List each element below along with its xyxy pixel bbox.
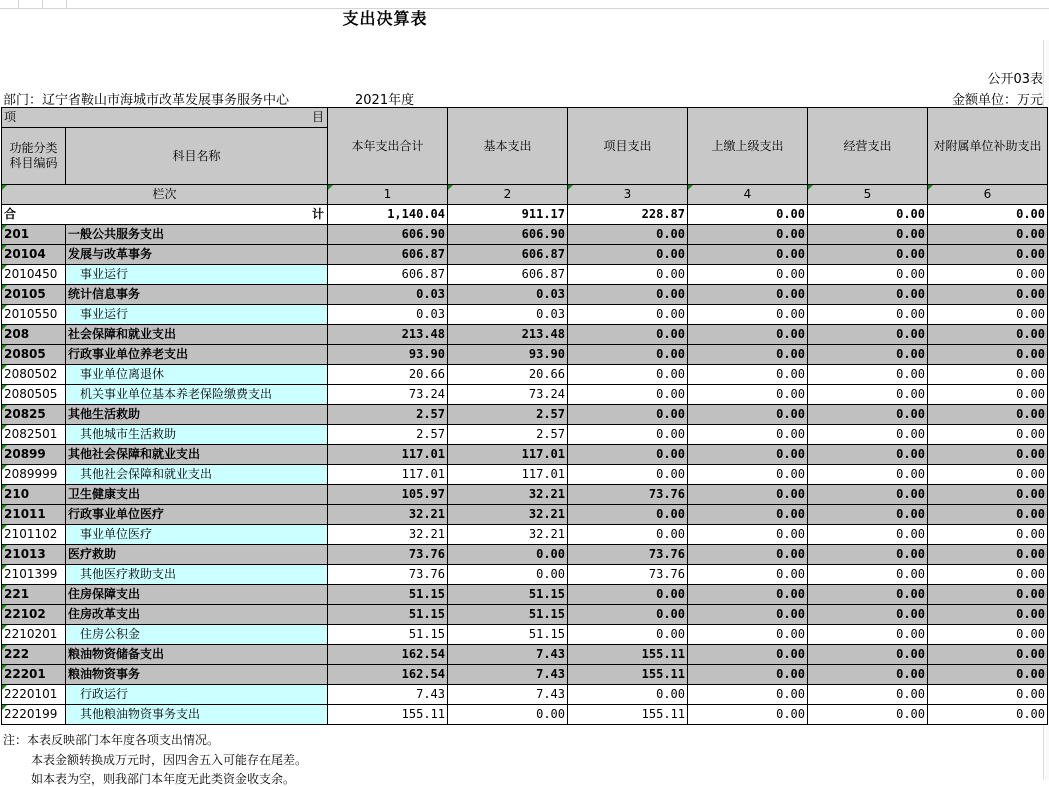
row-name[interactable]: 行政事业单位养老支出 bbox=[66, 345, 328, 365]
row-code[interactable]: 20899 bbox=[2, 445, 66, 465]
row-value[interactable]: 606.87 bbox=[448, 265, 568, 285]
row-value[interactable]: 0.00 bbox=[688, 245, 808, 265]
row-name[interactable]: 行政运行 bbox=[66, 685, 328, 705]
row-code[interactable]: 222 bbox=[2, 645, 66, 665]
table-row bbox=[2, 285, 1048, 305]
row-value[interactable]: 0.00 bbox=[688, 665, 808, 685]
table-row bbox=[2, 325, 1048, 345]
total-row bbox=[2, 205, 1048, 225]
row-value[interactable]: 0.00 bbox=[568, 305, 688, 325]
row-value[interactable]: 0.00 bbox=[688, 225, 808, 245]
table-row bbox=[2, 585, 1048, 605]
row-value[interactable]: 0.00 bbox=[808, 505, 928, 525]
row-value[interactable]: 32.21 bbox=[448, 505, 568, 525]
row-value[interactable]: 0.00 bbox=[568, 465, 688, 485]
row-code[interactable]: 2082501 bbox=[2, 425, 66, 445]
row-name[interactable]: 发展与改革事务 bbox=[66, 245, 328, 265]
row-value[interactable]: 0.00 bbox=[688, 385, 808, 405]
row-value[interactable]: 2.57 bbox=[448, 425, 568, 445]
row-value[interactable]: 51.15 bbox=[448, 605, 568, 625]
row-code[interactable]: 2080502 bbox=[2, 365, 66, 385]
row-value[interactable]: 0.00 bbox=[688, 685, 808, 705]
row-value[interactable]: 20.66 bbox=[328, 365, 448, 385]
row-value[interactable]: 0.00 bbox=[688, 325, 808, 345]
row-value[interactable]: 0.00 bbox=[568, 625, 688, 645]
seq-6: 6 bbox=[928, 185, 1048, 205]
row-value[interactable]: 0.00 bbox=[808, 685, 928, 705]
row-name[interactable]: 其他社会保障和就业支出 bbox=[66, 465, 328, 485]
row-code[interactable]: 2089999 bbox=[2, 465, 66, 485]
row-value[interactable]: 0.00 bbox=[808, 345, 928, 365]
row-value[interactable]: 606.87 bbox=[328, 245, 448, 265]
row-value[interactable]: 2.57 bbox=[328, 405, 448, 425]
table-row bbox=[2, 645, 1048, 665]
row-value[interactable]: 0.00 bbox=[808, 645, 928, 665]
row-value[interactable]: 0.00 bbox=[688, 365, 808, 385]
row-value[interactable]: 73.76 bbox=[328, 545, 448, 565]
row-value[interactable]: 0.00 bbox=[448, 565, 568, 585]
row-name[interactable]: 卫生健康支出 bbox=[66, 485, 328, 505]
table-number: 公开03表 bbox=[987, 72, 1043, 87]
table-row bbox=[2, 365, 1048, 385]
row-code[interactable]: 2220199 bbox=[2, 705, 66, 725]
row-code[interactable]: 20104 bbox=[2, 245, 66, 265]
row-value[interactable]: 32.21 bbox=[448, 485, 568, 505]
row-value[interactable]: 0.00 bbox=[808, 665, 928, 685]
unit-label: 金额单位：万元 bbox=[951, 93, 1043, 108]
row-code[interactable]: 2010550 bbox=[2, 305, 66, 325]
row-value[interactable]: 0.00 bbox=[808, 585, 928, 605]
row-code[interactable]: 2101102 bbox=[2, 525, 66, 545]
table-row bbox=[2, 385, 1048, 405]
table-row bbox=[2, 305, 1048, 325]
row-value[interactable]: 0.00 bbox=[568, 425, 688, 445]
row-value[interactable]: 73.24 bbox=[448, 385, 568, 405]
row-value[interactable]: 0.00 bbox=[928, 225, 1048, 245]
row-value[interactable]: 0.00 bbox=[688, 265, 808, 285]
row-value[interactable]: 7.43 bbox=[448, 665, 568, 685]
table-row bbox=[2, 705, 1048, 725]
row-value[interactable]: 73.76 bbox=[328, 565, 448, 585]
row-code[interactable]: 201 bbox=[2, 225, 66, 245]
row-value[interactable]: 0.00 bbox=[928, 665, 1048, 685]
row-name[interactable]: 其他社会保障和就业支出 bbox=[66, 445, 328, 465]
row-value[interactable]: 0.00 bbox=[928, 265, 1048, 285]
row-value[interactable]: 0.00 bbox=[928, 525, 1048, 545]
row-value[interactable]: 0.00 bbox=[928, 465, 1048, 485]
row-code[interactable]: 221 bbox=[2, 585, 66, 605]
header-item-cell bbox=[2, 108, 328, 128]
table-row bbox=[2, 505, 1048, 525]
row-value[interactable]: 2.57 bbox=[448, 405, 568, 425]
row-value[interactable]: 0.00 bbox=[808, 625, 928, 645]
row-value[interactable]: 0.00 bbox=[928, 305, 1048, 325]
row-value[interactable]: 0.00 bbox=[568, 285, 688, 305]
total-value[interactable]: 0.00 bbox=[688, 205, 808, 225]
row-code[interactable]: 22102 bbox=[2, 605, 66, 625]
row-code[interactable]: 2220101 bbox=[2, 685, 66, 705]
seq-4: 4 bbox=[688, 185, 808, 205]
row-code[interactable]: 20105 bbox=[2, 285, 66, 305]
row-code[interactable]: 2210201 bbox=[2, 625, 66, 645]
seq-2: 2 bbox=[448, 185, 568, 205]
table-row bbox=[2, 345, 1048, 365]
row-value[interactable]: 0.03 bbox=[448, 285, 568, 305]
row-name[interactable]: 统计信息事务 bbox=[66, 285, 328, 305]
row-value[interactable]: 0.00 bbox=[568, 365, 688, 385]
row-value[interactable]: 0.00 bbox=[568, 405, 688, 425]
header-name: 科目名称 bbox=[66, 128, 328, 185]
row-value[interactable]: 0.00 bbox=[808, 445, 928, 465]
row-value[interactable]: 0.00 bbox=[928, 565, 1048, 585]
row-code[interactable]: 21013 bbox=[2, 545, 66, 565]
department-label: 部门：辽宁省鞍山市海城市改革发展事务服务中心 bbox=[3, 93, 290, 108]
header-item-left: 项 bbox=[4, 110, 17, 124]
year-label: 2021年度 bbox=[355, 93, 415, 108]
row-value[interactable]: 0.00 bbox=[808, 545, 928, 565]
row-value[interactable]: 0.00 bbox=[808, 225, 928, 245]
seq-1: 1 bbox=[328, 185, 448, 205]
row-value[interactable]: 32.21 bbox=[328, 525, 448, 545]
row-value[interactable]: 162.54 bbox=[328, 665, 448, 685]
row-value[interactable]: 0.00 bbox=[928, 625, 1048, 645]
total-value[interactable]: 228.87 bbox=[568, 205, 688, 225]
note-3: 如本表为空，则我部门本年度无此类资金收支余。 bbox=[31, 772, 296, 786]
row-value[interactable]: 51.15 bbox=[448, 585, 568, 605]
row-value[interactable]: 0.00 bbox=[568, 265, 688, 285]
row-value[interactable]: 0.00 bbox=[808, 305, 928, 325]
row-value[interactable]: 155.11 bbox=[328, 705, 448, 725]
row-value[interactable]: 117.01 bbox=[448, 465, 568, 485]
table-row bbox=[2, 425, 1048, 445]
row-value[interactable]: 0.00 bbox=[808, 525, 928, 545]
row-value[interactable]: 0.00 bbox=[928, 705, 1048, 725]
row-value[interactable]: 0.00 bbox=[928, 285, 1048, 305]
row-value[interactable]: 0.00 bbox=[808, 405, 928, 425]
row-value[interactable]: 0.00 bbox=[688, 705, 808, 725]
table-row bbox=[2, 485, 1048, 505]
row-value[interactable]: 0.00 bbox=[928, 505, 1048, 525]
header-col-4: 上缴上级支出 bbox=[688, 108, 808, 185]
table-row bbox=[2, 405, 1048, 425]
header-col-6: 对附属单位补助支出 bbox=[928, 108, 1048, 185]
row-value[interactable]: 0.00 bbox=[928, 425, 1048, 445]
row-code[interactable]: 210 bbox=[2, 485, 66, 505]
row-value[interactable]: 0.00 bbox=[688, 345, 808, 365]
row-name[interactable]: 行政事业单位医疗 bbox=[66, 505, 328, 525]
table-row bbox=[2, 565, 1048, 585]
row-value[interactable]: 0.00 bbox=[568, 325, 688, 345]
row-value[interactable]: 2.57 bbox=[328, 425, 448, 445]
total-value[interactable]: 0.00 bbox=[808, 205, 928, 225]
row-value[interactable]: 0.00 bbox=[688, 585, 808, 605]
row-value[interactable]: 0.00 bbox=[808, 265, 928, 285]
row-value[interactable]: 0.00 bbox=[928, 485, 1048, 505]
row-value[interactable]: 606.87 bbox=[448, 245, 568, 265]
row-value[interactable]: 0.00 bbox=[808, 325, 928, 345]
row-value[interactable]: 0.00 bbox=[928, 545, 1048, 565]
row-value[interactable]: 0.00 bbox=[568, 245, 688, 265]
row-value[interactable]: 162.54 bbox=[328, 645, 448, 665]
row-name[interactable]: 机关事业单位基本养老保险缴费支出 bbox=[66, 385, 328, 405]
row-code[interactable]: 2080505 bbox=[2, 385, 66, 405]
total-value[interactable]: 911.17 bbox=[448, 205, 568, 225]
row-code[interactable]: 20825 bbox=[2, 405, 66, 425]
row-value[interactable]: 0.00 bbox=[688, 525, 808, 545]
note-2: 本表金额转换成万元时，因四舍五入可能存在尾差。 bbox=[31, 753, 308, 767]
row-value[interactable]: 0.00 bbox=[808, 565, 928, 585]
total-label-left: 合 bbox=[4, 207, 17, 221]
table-row bbox=[2, 685, 1048, 705]
row-name[interactable]: 住房改革支出 bbox=[66, 605, 328, 625]
row-value[interactable]: 0.00 bbox=[808, 705, 928, 725]
row-name[interactable]: 其他医疗救助支出 bbox=[66, 565, 328, 585]
seq-3: 3 bbox=[568, 185, 688, 205]
row-value[interactable]: 0.00 bbox=[568, 605, 688, 625]
row-value[interactable]: 0.00 bbox=[688, 465, 808, 485]
row-value[interactable]: 155.11 bbox=[568, 645, 688, 665]
row-code[interactable]: 20805 bbox=[2, 345, 66, 365]
seq-5: 5 bbox=[808, 185, 928, 205]
row-value[interactable]: 73.76 bbox=[568, 485, 688, 505]
row-name[interactable]: 粮油物资储备支出 bbox=[66, 645, 328, 665]
row-value[interactable]: 0.00 bbox=[928, 605, 1048, 625]
expenditure-table bbox=[1, 107, 1048, 725]
row-value[interactable]: 0.00 bbox=[688, 425, 808, 445]
row-value[interactable]: 0.00 bbox=[688, 565, 808, 585]
header-col-5: 经营支出 bbox=[808, 108, 928, 185]
row-code[interactable]: 208 bbox=[2, 325, 66, 345]
table-row bbox=[2, 245, 1048, 265]
row-value[interactable]: 0.00 bbox=[688, 285, 808, 305]
row-name[interactable]: 住房公积金 bbox=[66, 625, 328, 645]
row-value[interactable]: 0.00 bbox=[808, 425, 928, 445]
row-value[interactable]: 7.43 bbox=[448, 645, 568, 665]
row-name[interactable]: 粮油物资事务 bbox=[66, 665, 328, 685]
row-name[interactable]: 事业运行 bbox=[66, 305, 328, 325]
row-name[interactable]: 其他城市生活救助 bbox=[66, 425, 328, 445]
row-value[interactable]: 0.00 bbox=[808, 245, 928, 265]
total-label-right: 计 bbox=[311, 207, 324, 221]
header-col-1: 本年支出合计 bbox=[328, 108, 448, 185]
row-value[interactable]: 0.00 bbox=[808, 605, 928, 625]
row-value[interactable]: 0.00 bbox=[688, 445, 808, 465]
row-value[interactable]: 0.00 bbox=[568, 505, 688, 525]
row-value[interactable]: 0.00 bbox=[568, 525, 688, 545]
note-1: 注：本表反映部门本年度各项支出情况。 bbox=[3, 733, 220, 747]
row-value[interactable]: 0.00 bbox=[928, 445, 1048, 465]
table-row bbox=[2, 625, 1048, 645]
row-name[interactable]: 其他粮油物资事务支出 bbox=[66, 705, 328, 725]
row-code[interactable]: 21011 bbox=[2, 505, 66, 525]
row-value[interactable]: 32.21 bbox=[448, 525, 568, 545]
row-value[interactable]: 0.00 bbox=[688, 625, 808, 645]
row-value[interactable]: 0.03 bbox=[328, 305, 448, 325]
row-value[interactable]: 213.48 bbox=[448, 325, 568, 345]
row-value[interactable]: 0.00 bbox=[568, 345, 688, 365]
row-value[interactable]: 0.00 bbox=[568, 385, 688, 405]
row-value[interactable]: 7.43 bbox=[448, 685, 568, 705]
row-value[interactable]: 0.00 bbox=[568, 445, 688, 465]
row-value[interactable]: 117.01 bbox=[448, 445, 568, 465]
row-value[interactable]: 73.76 bbox=[568, 545, 688, 565]
row-value[interactable]: 0.03 bbox=[328, 285, 448, 305]
row-value[interactable]: 73.24 bbox=[328, 385, 448, 405]
row-value[interactable]: 0.00 bbox=[448, 705, 568, 725]
row-value[interactable]: 32.21 bbox=[328, 505, 448, 525]
row-value[interactable]: 117.01 bbox=[328, 465, 448, 485]
row-value[interactable]: 0.00 bbox=[568, 585, 688, 605]
row-value[interactable]: 0.00 bbox=[808, 485, 928, 505]
row-value[interactable]: 93.90 bbox=[448, 345, 568, 365]
row-value[interactable]: 0.00 bbox=[808, 285, 928, 305]
row-name[interactable]: 医疗救助 bbox=[66, 545, 328, 565]
header-col-2: 基本支出 bbox=[448, 108, 568, 185]
row-value[interactable]: 0.00 bbox=[808, 365, 928, 385]
row-value[interactable]: 0.00 bbox=[688, 505, 808, 525]
row-value[interactable]: 0.00 bbox=[568, 225, 688, 245]
row-value[interactable]: 0.00 bbox=[928, 345, 1048, 365]
table-row bbox=[2, 265, 1048, 285]
row-name[interactable]: 其他生活救助 bbox=[66, 405, 328, 425]
row-value[interactable]: 93.90 bbox=[328, 345, 448, 365]
header-code: 功能分类科目编码 bbox=[2, 128, 66, 185]
page-title: 支出决算表 bbox=[342, 9, 428, 28]
row-value[interactable]: 0.00 bbox=[928, 405, 1048, 425]
row-value[interactable]: 0.00 bbox=[928, 365, 1048, 385]
row-value[interactable]: 0.00 bbox=[688, 485, 808, 505]
table-row bbox=[2, 465, 1048, 485]
table-row bbox=[2, 665, 1048, 685]
row-value[interactable]: 73.76 bbox=[568, 565, 688, 585]
row-value[interactable]: 155.11 bbox=[568, 665, 688, 685]
row-value[interactable]: 51.15 bbox=[328, 625, 448, 645]
table-row bbox=[2, 545, 1048, 565]
header-item-right: 目 bbox=[311, 110, 324, 124]
table-row bbox=[2, 605, 1048, 625]
row-value[interactable]: 0.00 bbox=[448, 545, 568, 565]
row-value[interactable]: 7.43 bbox=[328, 685, 448, 705]
total-value[interactable]: 0.00 bbox=[928, 205, 1048, 225]
row-value[interactable]: 51.15 bbox=[328, 605, 448, 625]
row-value[interactable]: 0.00 bbox=[928, 325, 1048, 345]
row-value[interactable]: 0.00 bbox=[688, 545, 808, 565]
row-value[interactable]: 0.00 bbox=[688, 305, 808, 325]
row-value[interactable]: 0.00 bbox=[928, 245, 1048, 265]
row-value[interactable]: 0.00 bbox=[688, 645, 808, 665]
header-col-3: 项目支出 bbox=[568, 108, 688, 185]
row-value[interactable]: 606.87 bbox=[328, 265, 448, 285]
row-name[interactable]: 社会保障和就业支出 bbox=[66, 325, 328, 345]
row-value[interactable]: 105.97 bbox=[328, 485, 448, 505]
row-value[interactable]: 0.00 bbox=[928, 645, 1048, 665]
row-value[interactable]: 0.00 bbox=[688, 605, 808, 625]
row-value[interactable]: 0.00 bbox=[808, 385, 928, 405]
row-value[interactable]: 0.00 bbox=[928, 685, 1048, 705]
row-name[interactable]: 事业单位医疗 bbox=[66, 525, 328, 545]
table-row bbox=[2, 525, 1048, 545]
total-label-cell bbox=[2, 205, 328, 225]
row-value[interactable]: 213.48 bbox=[328, 325, 448, 345]
row-value[interactable]: 0.00 bbox=[568, 685, 688, 705]
row-value[interactable]: 20.66 bbox=[448, 365, 568, 385]
row-name[interactable]: 事业单位离退休 bbox=[66, 365, 328, 385]
row-value[interactable]: 0.00 bbox=[928, 385, 1048, 405]
row-name[interactable]: 一般公共服务支出 bbox=[66, 225, 328, 245]
row-code[interactable]: 2010450 bbox=[2, 265, 66, 285]
row-value[interactable]: 117.01 bbox=[328, 445, 448, 465]
row-code[interactable]: 22201 bbox=[2, 665, 66, 685]
row-value[interactable]: 155.11 bbox=[568, 705, 688, 725]
row-name[interactable]: 住房保障支出 bbox=[66, 585, 328, 605]
row-value[interactable]: 0.03 bbox=[448, 305, 568, 325]
row-value[interactable]: 606.90 bbox=[328, 225, 448, 245]
row-value[interactable]: 606.90 bbox=[448, 225, 568, 245]
table-row bbox=[2, 225, 1048, 245]
row-value[interactable]: 0.00 bbox=[688, 405, 808, 425]
row-value[interactable]: 0.00 bbox=[808, 465, 928, 485]
row-code[interactable]: 2101399 bbox=[2, 565, 66, 585]
seq-label: 栏次 bbox=[2, 185, 328, 205]
row-value[interactable]: 0.00 bbox=[928, 585, 1048, 605]
total-value[interactable]: 1,140.04 bbox=[328, 205, 448, 225]
row-value[interactable]: 51.15 bbox=[448, 625, 568, 645]
row-value[interactable]: 51.15 bbox=[328, 585, 448, 605]
table-row bbox=[2, 445, 1048, 465]
row-name[interactable]: 事业运行 bbox=[66, 265, 328, 285]
